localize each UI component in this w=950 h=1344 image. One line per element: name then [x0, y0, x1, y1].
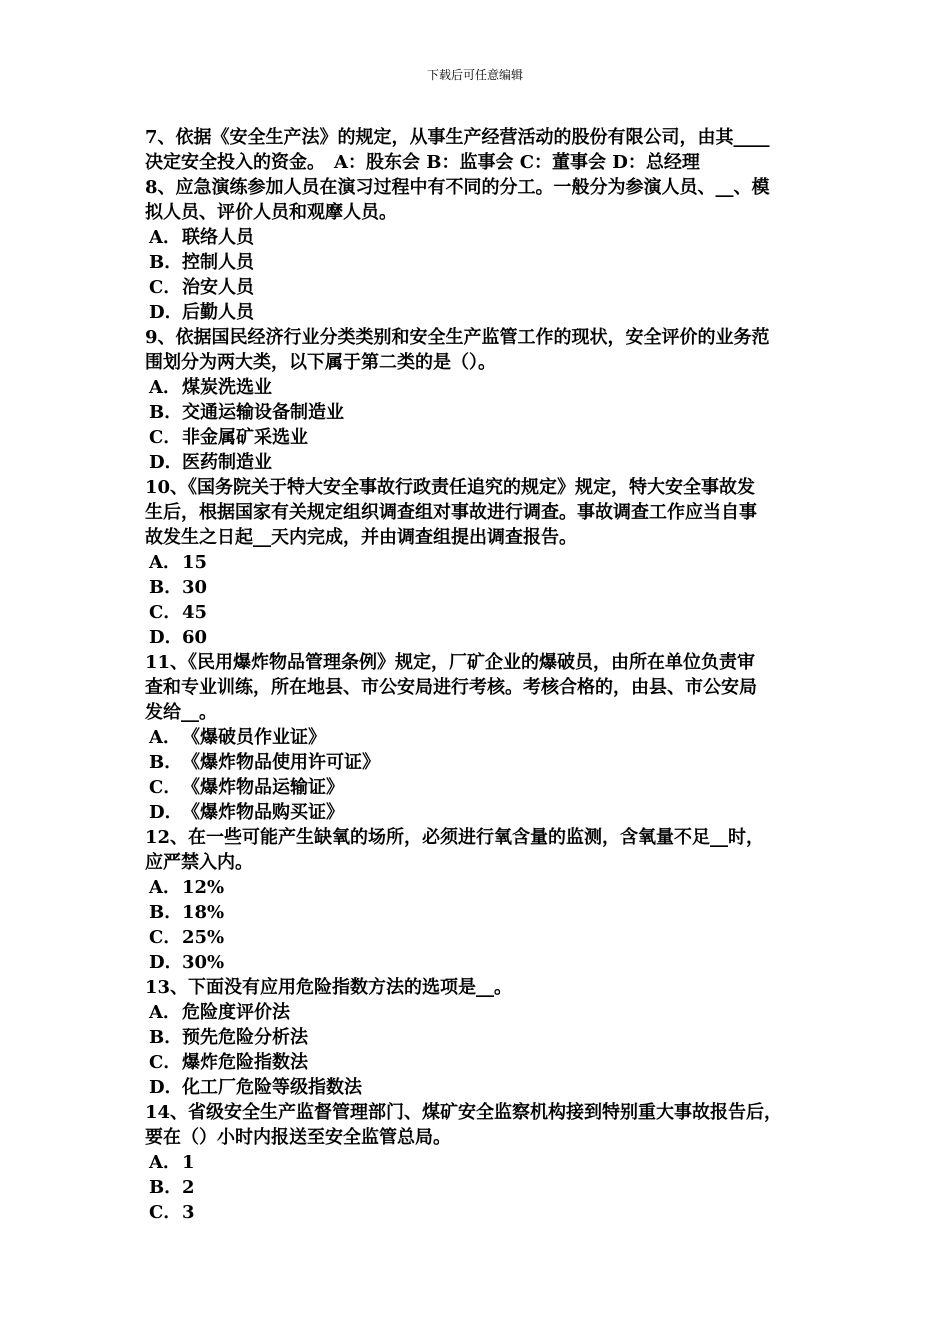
option-letter: B． — [149, 902, 183, 923]
option-text: 危险度评价法 — [182, 1002, 290, 1023]
question-12-option-c — [145, 925, 825, 950]
question-10-option-a — [145, 550, 825, 575]
question-7-line-2: 决定安全投入的资金。 A：股东会 B：监事会 C：董事会 D：总经理 — [145, 152, 700, 173]
option-letter: A． — [149, 1152, 181, 1173]
question-14-option-c — [145, 1200, 825, 1225]
question-11-line-1: 11、《民用爆炸物品管理条例》规定，厂矿企业的爆破员，由所在单位负责审 — [145, 652, 756, 673]
option-letter: B． — [149, 752, 183, 773]
option-letter: C． — [149, 1052, 182, 1073]
option-letter: C． — [149, 602, 182, 623]
question-8-line-1: 8、应急演练参加人员在演习过程中有不同的分工。一般分为参演人员、__、模 — [145, 177, 770, 198]
document-body — [145, 125, 825, 1225]
option-letter: A． — [149, 227, 181, 248]
option-letter: D． — [149, 452, 183, 473]
option-letter: B． — [149, 1177, 183, 1198]
question-11-option-d — [145, 800, 825, 825]
question-12-option-b — [145, 900, 825, 925]
question-9-line-2: 围划分为两大类，以下属于第二类的是（）。 — [145, 352, 496, 373]
question-11-option-b — [145, 750, 825, 775]
option-text: 爆炸危险指数法 — [182, 1052, 308, 1073]
question-14-option-a — [145, 1150, 825, 1175]
page-header: 下载后可任意编辑 — [426, 68, 523, 82]
option-letter: B． — [149, 252, 183, 273]
question-9-line-1: 9、依据国民经济行业分类类别和安全生产监管工作的现状，安全评价的业务范 — [145, 327, 770, 348]
option-text: 预先危险分析法 — [182, 1027, 308, 1048]
question-14-option-b — [145, 1175, 825, 1200]
option-text: 30 — [182, 577, 208, 598]
option-letter: D． — [149, 627, 183, 648]
question-9-option-b — [145, 400, 825, 425]
option-text: 控制人员 — [182, 252, 254, 273]
option-letter: C． — [149, 277, 182, 298]
question-10-option-d — [145, 625, 825, 650]
option-text: 45 — [182, 602, 208, 623]
question-8-option-c — [145, 275, 825, 300]
question-13-option-a — [145, 1000, 825, 1025]
question-10-option-c — [145, 600, 825, 625]
option-letter: D． — [149, 952, 183, 973]
question-7-line-1: 7、依据《安全生产法》的规定，从事生产经营活动的股份有限公司，由其____ — [145, 127, 770, 148]
question-10-option-b — [145, 575, 825, 600]
question-11-option-a — [145, 725, 825, 750]
question-9-option-d — [145, 450, 825, 475]
option-text: 《爆炸物品购买证》 — [182, 802, 344, 823]
option-text: 3 — [182, 1202, 195, 1223]
option-text: 《爆炸物品使用许可证》 — [182, 752, 380, 773]
option-letter: B． — [149, 1027, 183, 1048]
question-8-option-b — [145, 250, 825, 275]
option-text: 25% — [182, 927, 225, 948]
question-8-option-d — [145, 300, 825, 325]
question-13-option-b — [145, 1025, 825, 1050]
option-text: 18% — [182, 902, 225, 923]
option-text: 非金属矿采选业 — [182, 427, 308, 448]
option-letter: A． — [149, 1002, 181, 1023]
option-letter: D． — [149, 802, 183, 823]
option-text: 30% — [182, 952, 225, 973]
option-letter: D． — [149, 1077, 183, 1098]
option-text: 联络人员 — [182, 227, 254, 248]
option-text: 治安人员 — [182, 277, 254, 298]
option-text: 化工厂危险等级指数法 — [182, 1077, 362, 1098]
question-12-line-2: 应严禁入内。 — [145, 852, 253, 873]
question-10-line-2: 生后，根据国家有关规定组织调查组对事故进行调查。事故调查工作应当自事 — [145, 502, 757, 523]
question-9-option-a — [145, 375, 825, 400]
option-text: 医药制造业 — [182, 452, 272, 473]
question-13-line-1: 13、下面没有应用危险指数方法的选项是__。 — [145, 977, 513, 998]
option-letter: C． — [149, 427, 182, 448]
option-text: 1 — [182, 1152, 195, 1173]
option-letter: C． — [149, 777, 182, 798]
option-text: 后勤人员 — [182, 302, 254, 323]
question-8-option-a — [145, 225, 825, 250]
question-12-option-d — [145, 950, 825, 975]
option-text: 《爆破员作业证》 — [182, 727, 326, 748]
option-text: 12% — [182, 877, 225, 898]
option-letter: A． — [149, 877, 181, 898]
question-11-option-c — [145, 775, 825, 800]
option-letter: A． — [149, 552, 181, 573]
option-text: 煤炭洗选业 — [182, 377, 272, 398]
question-9-option-c — [145, 425, 825, 450]
option-letter: A． — [149, 727, 181, 748]
option-letter: A． — [149, 377, 181, 398]
option-text: 交通运输设备制造业 — [182, 402, 344, 423]
option-letter: D． — [149, 302, 183, 323]
option-letter: B． — [149, 402, 183, 423]
option-text: 2 — [182, 1177, 195, 1198]
question-13-option-d — [145, 1075, 825, 1100]
option-letter: C． — [149, 1202, 182, 1223]
question-8-line-2: 拟人员、评价人员和观摩人员。 — [145, 202, 397, 223]
option-letter: B． — [149, 577, 183, 598]
question-10-line-1: 10、《国务院关于特大安全事故行政责任追究的规定》规定，特大安全事故发 — [145, 477, 756, 498]
question-12-line-1: 12、在一些可能产生缺氧的场所，必须进行氧含量的监测，含氧量不足__时， — [145, 827, 765, 848]
question-14-line-1: 14、省级安全生产监督管理部门、煤矿安全监察机构接到特别重大事故报告后， — [145, 1102, 783, 1123]
option-text: 15 — [182, 552, 208, 573]
question-11-line-2: 查和专业训练，所在地县、市公安局进行考核。考核合格的，由县、市公安局 — [145, 677, 757, 698]
option-text: 60 — [182, 627, 208, 648]
question-14-line-2: 要在（）小时内报送至安全监管总局。 — [145, 1127, 451, 1148]
question-10-line-3: 故发生之日起__天内完成，并由调查组提出调查报告。 — [145, 527, 577, 548]
question-11-line-3: 发给__。 — [145, 702, 217, 723]
option-text: 《爆炸物品运输证》 — [182, 777, 344, 798]
question-13-option-c — [145, 1050, 825, 1075]
option-letter: C． — [149, 927, 182, 948]
question-12-option-a — [145, 875, 825, 900]
